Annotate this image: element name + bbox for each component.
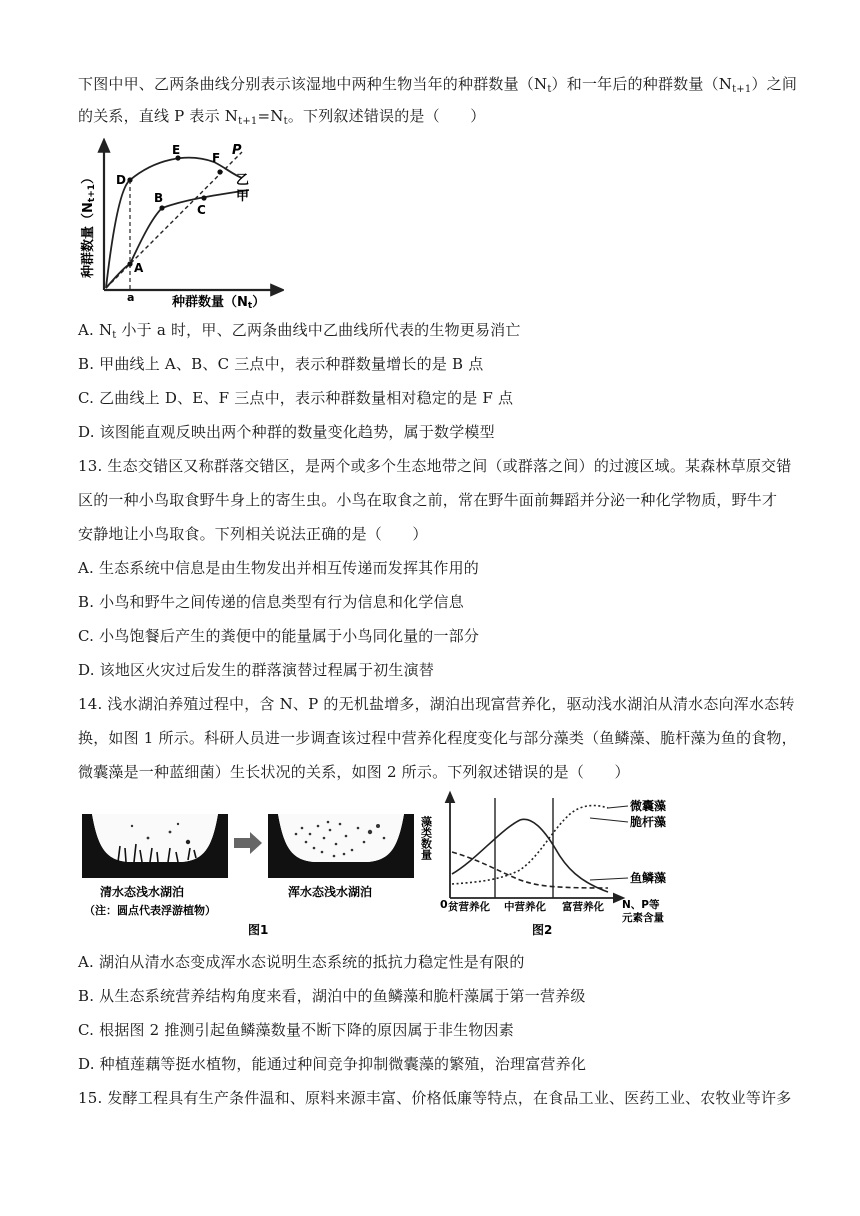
label-jia: 甲: [236, 189, 250, 204]
q12-stem-line1: 下图中甲、乙两条曲线分别表示该湿地中两种生物当年的种群数量$(N_t)$和一年后的种群数量$(N_{t+1})$之间: [78, 75, 798, 95]
point-f: [217, 169, 222, 174]
x-tick-oligotrophic: 贫营养化: [448, 901, 490, 913]
fig2-x-label-2: 元素含量: [622, 912, 664, 924]
label-p: P: [232, 143, 242, 158]
q14-option-c: C. 根据图 2 推测引起鱼鳞藻数量不断下降的原因属于非生物因素: [78, 1021, 514, 1039]
leader-3: [590, 878, 628, 880]
q14-option-a: A. 湖泊从清水态变成浑水态说明生态系统的抵抗力稳定性是有限的: [78, 953, 525, 971]
q13-option-b: B. 小鸟和野牛之间传递的信息类型有行为信息和化学信息: [78, 593, 464, 611]
legend-microcystis: 微囊藻: [630, 799, 667, 813]
q13-stem-line2: 区的一种小鸟取食野牛身上的寄生虫。小鸟在取食之前，常在野牛面前舞蹈并分泌一种化学物质，野牛才: [78, 491, 778, 509]
clear-lake-illustration: [82, 814, 228, 878]
label-yi: 乙: [236, 173, 250, 188]
fig2-origin: 0: [440, 898, 448, 911]
q13-option-d: D. 该地区火灾过后发生的群落演替过程属于初生演替: [78, 661, 435, 679]
q12-option-c: C. 乙曲线上 D、E、F 三点中，表示种群数量相对稳定的是 F 点: [78, 389, 514, 407]
transition-arrow-icon: [234, 832, 262, 854]
label-b: B: [154, 191, 164, 205]
q13-stem-line3: 安静地让小鸟取食。下列相关说法正确的是（ ）: [78, 525, 428, 543]
fig2-x-label-1: N、P等: [622, 899, 660, 911]
curve-microcystis: [452, 806, 608, 884]
figure-2-algae-chart: [420, 790, 700, 938]
leader-1: [608, 806, 628, 808]
legend-mallomonas: 鱼鳞藻: [630, 871, 667, 885]
x-axis-label: 种群数量（Nt）: [172, 295, 266, 310]
q12-option-b: B. 甲曲线上 A、B、C 三点中，表示种群数量增长的是 B 点: [78, 355, 484, 373]
tick-a: a: [127, 291, 135, 304]
fig1-caption: 图1: [248, 923, 269, 937]
q14-stem-line2: 换，如图 1 所示。科研人员进一步调查该过程中营养化程度变化与部分藻类（鱼鳞藻、脆杆藻为鱼的食物，: [78, 729, 797, 747]
label-c: C: [197, 203, 206, 217]
label-f: F: [212, 151, 221, 165]
turbid-lake-label: 浑水态浅水湖泊: [288, 885, 373, 899]
q12-stem-line2: 的关系，直线 P 表示 $N_{t+1}=N_t$。下列叙述错误的是（ ）: [78, 107, 486, 127]
point-b: [159, 205, 164, 210]
curve-jia: [106, 190, 249, 288]
legend-fragilaria: 脆杆藻: [630, 815, 667, 829]
population-graph: [74, 138, 284, 310]
figure-1-lake-diagram: [78, 798, 418, 938]
point-d: [127, 177, 132, 182]
q13-option-a: A. 生态系统中信息是由生物发出并相互传递而发挥其作用的: [78, 559, 479, 577]
q12-option-d: D. 该图能直观反映出两个种群的数量变化趋势，属于数学模型: [78, 423, 495, 441]
label-e: E: [172, 143, 181, 157]
fig2-y-label: 藻类数量: [420, 816, 433, 860]
x-tick-mesotrophic: 中营养化: [504, 901, 546, 913]
x-tick-eutrophic: 富营养化: [562, 901, 604, 913]
q13-stem-line1: 13. 生态交错区又称群落交错区，是两个或多个生态地带之间（或群落之间）的过渡区域。某森林草原交错: [78, 457, 792, 475]
turbid-lake-illustration: [268, 814, 414, 878]
q13-option-c: C. 小鸟饱餐后产生的粪便中的能量属于小鸟同化量的一部分: [78, 627, 480, 645]
q14-option-b: B. 从生态系统营养结构角度来看，湖泊中的鱼鳞藻和脆杆藻属于第一营养级: [78, 987, 586, 1005]
point-c: [201, 195, 206, 200]
fig2-caption: 图2: [532, 923, 553, 937]
point-a: [127, 261, 132, 266]
q14-option-d: D. 种植莲藕等挺水植物，能通过种间竞争抑制微囊藻的繁殖，治理富营养化: [78, 1055, 587, 1073]
q12-option-a: A. $N_t$ 小于 a 时，甲、乙两条曲线中乙曲线所代表的生物更易消亡: [78, 321, 521, 341]
curve-fragilaria: [452, 819, 608, 892]
fig1-note: （注：圆点代表浮游植物）: [84, 904, 216, 917]
q15-stem-line1: 15. 发酵工程具有生产条件温和、原料来源丰富、价格低廉等特点，在食品工业、医药工业、农牧业等许多: [78, 1089, 792, 1107]
q14-stem-line1: 14. 浅水湖泊养殖过程中，含 N、P 的无机盐增多，湖泊出现富营养化，驱动浅水湖泊从清水态向浑水态转: [78, 695, 795, 713]
leader-2: [590, 818, 628, 822]
q14-stem-line3: 微囊藻是一种蓝细菌）生长状况的关系，如图 2 所示。下列叙述错误的是（ ）: [78, 763, 630, 781]
y-axis-label: 种群数量（Nt+1）: [81, 170, 97, 278]
clear-lake-label: 清水态浅水湖泊: [100, 885, 185, 899]
label-a: A: [134, 261, 144, 275]
label-d: D: [116, 173, 126, 187]
